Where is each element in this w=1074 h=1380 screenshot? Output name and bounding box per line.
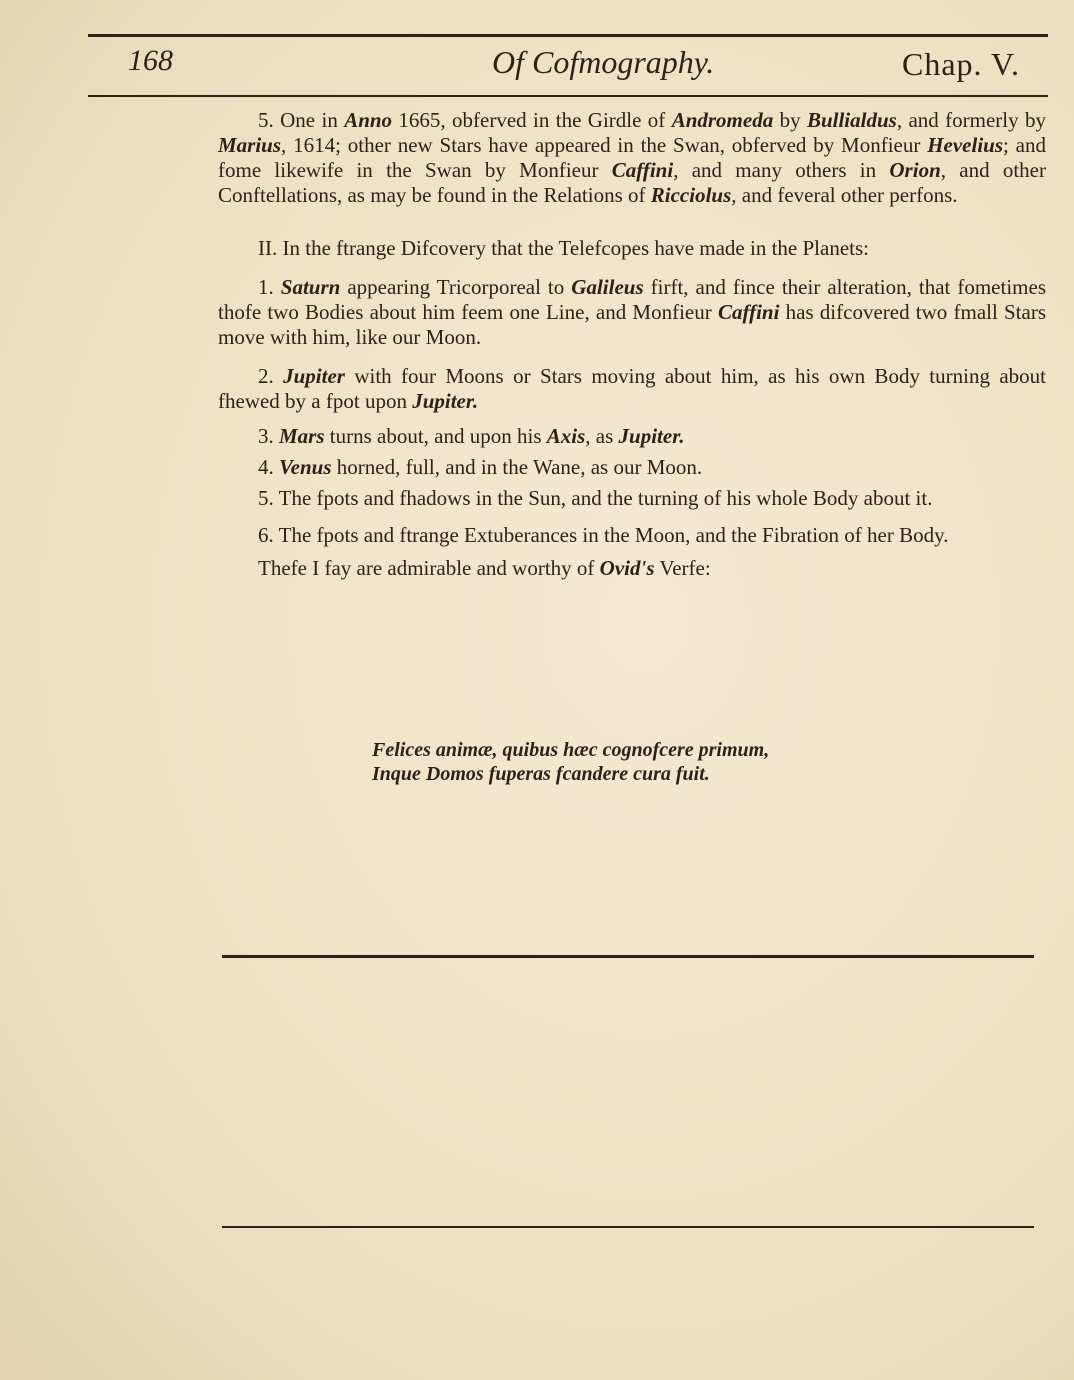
running-header [0, 44, 1074, 94]
header-bottom-rule [88, 95, 1048, 97]
paragraph-item-5: 5. One in Anno 1665, obferved in the Girdle of Andromeda by Bullialdus, and formerly by Marius, 1614; other new Stars have appeared in the Swan, obferved by Monfieur Hevelius; and fome likewife in the Swan by Monfieur Caffini, and many others in Orion, and other Conftellations, as may be found in the Relations of Ricciolus, and feveral other perfons. [218, 108, 1047, 207]
paragraph-mars: 3. Mars turns about, and upon his Axis, as Jupiter. [258, 424, 685, 448]
header-top-rule [88, 34, 1048, 37]
section-heading-ii: II. In the ftrange Difcovery that the Telefcopes have made in the Planets: [258, 236, 869, 260]
footer-rule-upper [222, 955, 1034, 958]
paragraph-jupiter: 2. Jupiter with four Moons or Stars moving about him, as his own Body turning about fhewed by a fpot upon Jupiter. [218, 364, 1046, 413]
main-text [218, 108, 1046, 581]
footer-rule-lower [222, 1226, 1034, 1228]
paragraph-sun: 5. The fpots and fhadows in the Sun, and the turning of his whole Body about it. [258, 486, 933, 510]
latin-verse [372, 738, 769, 786]
paragraph-saturn: 1. Saturn appearing Tricorporeal to Galileus firft, and fince their alteration, that fometimes thofe two Bodies about him feem one Line, and Monfieur Caffini has difcovered two fmall Stars move with him, like our Moon. [218, 275, 1047, 349]
verse-line-2: Inque Domos fuperas fcandere cura fuit. [372, 763, 710, 785]
paragraph-venus: 4. Venus horned, full, and in the Wane, as our Moon. [258, 455, 703, 479]
verse-line-1: Felices animæ, quibus hæc cognofcere primum, [372, 739, 770, 761]
running-title: Of Cofmography. [492, 44, 715, 80]
chapter-label: Chap. V. [902, 46, 1020, 82]
page-number: 168 [128, 44, 173, 77]
paragraph-ovid: Thefe I fay are admirable and worthy of Ovid's Verfe: [258, 556, 711, 580]
paragraph-moon: 6. The fpots and ftrange Extuberances in the Moon, and the Fibration of her Body. [258, 523, 949, 547]
